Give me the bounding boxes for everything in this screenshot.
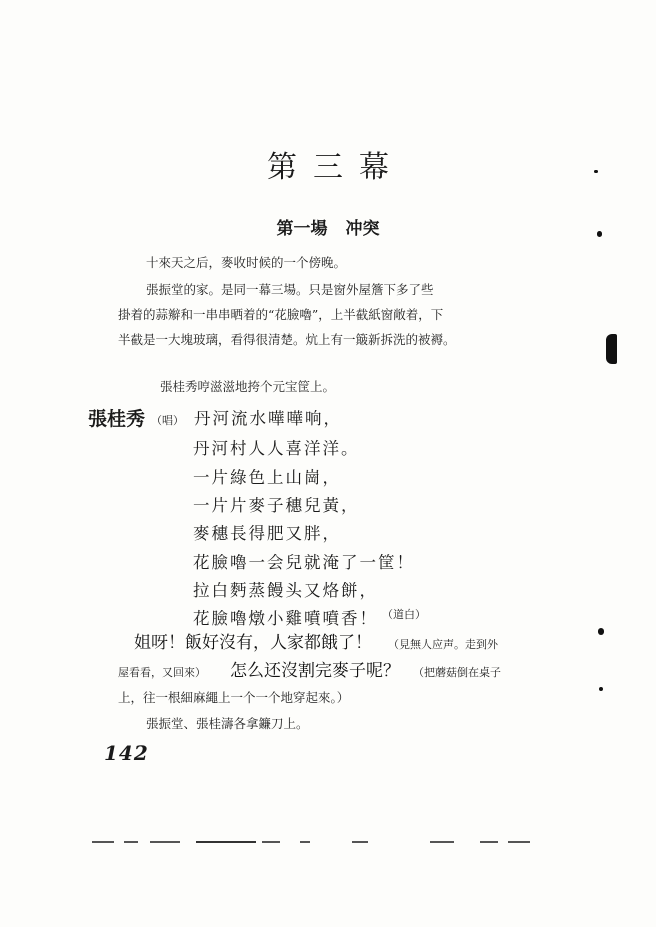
- verse-line: 丹河村人人喜洋洋。: [193, 439, 360, 458]
- dialogue-line: 姐呀！飯好沒有，人家都餓了！: [134, 633, 372, 653]
- verse-line: 一片綠色上山崗，: [193, 468, 341, 487]
- scan-mark: [599, 687, 603, 691]
- scan-mark: [594, 170, 598, 173]
- dialogue-line: 怎么还沒割完麥子呢？: [230, 661, 400, 681]
- dialogue-note: 上，往一根細麻繩上一个一个地穿起來。）: [118, 690, 350, 705]
- verse-line: 花臉嚕一会兒就淹了一筐！: [193, 553, 415, 572]
- scene-name: 冲突: [345, 219, 380, 239]
- scene-title: [0, 214, 656, 239]
- exit-direction: 張振堂、張桂濤各拿鐮刀上。: [146, 716, 309, 731]
- scan-mark: [597, 231, 602, 237]
- verse-line: 花臉嚕燉小雞噴噴香！: [193, 609, 378, 628]
- dialogue-note: （見無人应声。走到外: [388, 638, 498, 651]
- dialogue-note: （把蘑菇倒在桌子: [413, 666, 501, 679]
- intro-line: 掛着的蒜辮和一串串晒着的“花臉嚕”，上半截紙窗敞着，下: [118, 307, 444, 322]
- verse-end-note: （道白）: [382, 608, 426, 621]
- entrance-direction: 張桂秀哼滋滋地挎个元宝筐上。: [160, 379, 336, 394]
- scan-mark: [598, 628, 604, 635]
- scene-label: 第一場: [276, 219, 328, 239]
- intro-line: 十來天之后，麥收时候的一个傍晚。: [146, 255, 347, 270]
- intro-line: 張振堂的家。是同一幕三場。只是窗外屋簷下多了些: [146, 282, 434, 297]
- page-number: 142: [104, 741, 149, 765]
- dialogue-note: 屋看看，又回來）: [118, 666, 206, 679]
- verse-line: 麥穗長得肥又胖，: [193, 524, 341, 543]
- stage-direction-sing: （唱）: [151, 414, 184, 427]
- intro-line: 半截是一大塊玻璃，看得很清楚。炕上有一簸新拆洗的被褥。: [118, 332, 456, 347]
- verse-line: 一片片麥子穗兒黃，: [193, 496, 360, 515]
- binding-hole: [606, 334, 617, 364]
- verse-line: 丹河流水嘩嘩响，: [194, 409, 342, 428]
- verse-line: 拉白麪蒸饅头又烙餅，: [193, 581, 378, 600]
- speaker-name: 張桂秀: [88, 408, 146, 430]
- act-title: 第三幕: [267, 150, 405, 185]
